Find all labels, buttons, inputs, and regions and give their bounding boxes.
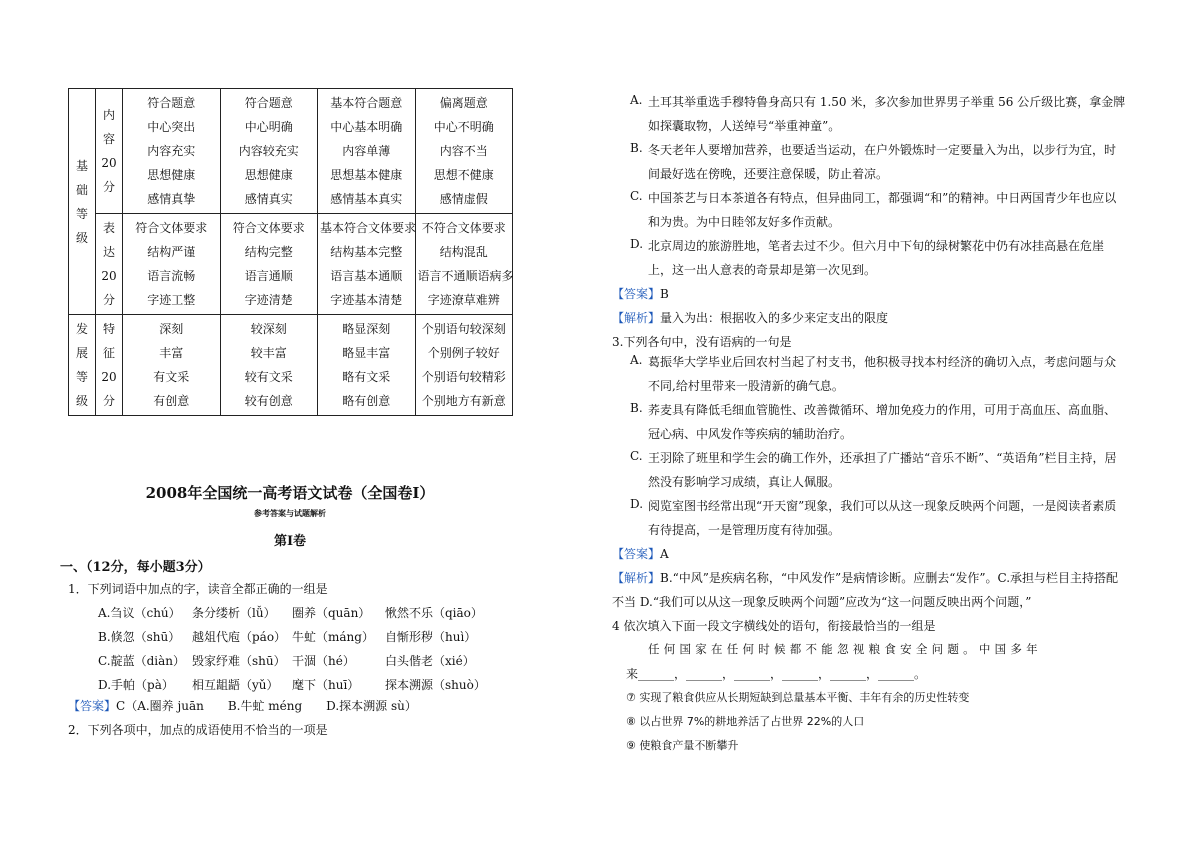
cell-line: 基本符合题意 [330,96,403,110]
cell-line: 有文采 [153,370,190,384]
option-letter: B. [630,141,643,155]
cell-line: 略有创意 [342,394,391,408]
label-char: 基 [75,158,88,173]
grade-cell [318,315,416,416]
question-4-passage: 任 何 国 家 在 任 何 时 候 都 不 能 忽 视 粮 食 安 全 问 题 。 中 国 多 年 [648,642,1038,656]
question-2: 2．下列各项中，加点的成语使用不恰当的一项是 [68,723,328,737]
option-text-cont: 冠心病、中风发作等疾病的辅助治疗。 [648,427,853,441]
grade-cell [220,89,318,214]
grade-cell [123,214,221,315]
cell-line: 内容单薄 [342,144,391,158]
cell-line: 思想不健康 [433,168,494,182]
cell-line: 字迹基本清楚 [330,293,403,307]
cell-line: 较有创意 [244,394,293,408]
label-char: 等 [75,370,88,384]
answer-text: A [660,547,669,561]
label-char: 展 [75,346,88,360]
answer-text: B [660,287,669,301]
cell-line: 符合题意 [244,96,293,110]
option-text-cont: 间最好选在傍晚，还要注意保暖，防止着凉。 [648,167,889,181]
cell-line: 符合文体要求 [232,221,305,235]
label-char: 础 [75,182,88,197]
cell-line: 略有文采 [342,370,391,384]
cell-line: 深刻 [159,322,184,336]
paper-title: 2008年全国统一高考语文试卷（全国卷I） [145,484,435,502]
grade-cell [415,214,513,315]
option-letter: A. [630,353,643,367]
option-text: 土耳其举重选手穆特鲁身高只有 1.50 米，多次参加世界男子举重 56 公斤级比赛，拿金牌 [648,95,1126,109]
cell-line: 内容不当 [439,144,488,158]
grade-cell [415,315,513,416]
option-letter: C. [630,449,643,463]
option-item: 圈养（quān） [292,606,371,620]
option-item: B.倏忽（shū） [98,630,181,644]
grade-cell [123,89,221,214]
option-letter: A. [630,93,643,107]
cell-line: 字迹潦草难辨 [427,293,500,307]
cell-line: 感情虚假 [439,192,488,206]
label-char: 征 [102,346,115,360]
cell-line: 个别语句较精彩 [421,370,506,384]
question-2-explanation [612,309,888,326]
option-text: 北京周边的旅游胜地，笔者去过不少。但六月中下旬的绿树繁花中仍有冰挂高悬在危崖 [648,239,1105,253]
basic-level-label [69,89,96,315]
criterion-label [96,89,123,214]
answer-tag: 【答案】 [612,287,661,301]
cell-line: 较有文采 [244,370,293,384]
cell-line: 中心突出 [147,120,196,134]
option-text: 葛振华大学毕业后回农村当起了村支书，他积极寻找本村经济的确切入点，考虑问题与众 [648,355,1117,369]
answer-tag: 【答案】 [68,699,117,713]
label-char: 特 [102,322,115,336]
cell-line: 个别地方有新意 [421,394,506,408]
numbered-item: ⑧ 以占世界 7%的耕地养活了占世界 22%的人口 [626,715,865,728]
option-text-cont: 然没有影响学习成绩，真让人佩服。 [648,475,841,489]
grade-row [69,89,513,214]
label-char: 达 [102,245,115,259]
option-letter: C. [630,189,643,203]
explanation-tag: 【解析】 [612,311,661,325]
label-char: 20 [101,156,117,170]
cell-line: 中心明确 [244,120,293,134]
cell-line: 较深刻 [250,322,287,336]
option-text: 中国茶艺与日本茶道各有特点，但异曲同工，都强调“和”的精神。中日两国青少年也应以 [648,191,1117,205]
option-item: 干涸（hé） [292,654,355,668]
question-1-answer [68,697,417,714]
cell-line: 语言通顺 [244,269,293,283]
option-text-cont: 如探囊取物，人送绰号“举重神童”。 [648,119,841,133]
cell-line: 结构基本完整 [330,245,403,259]
label-char: 等 [75,206,88,221]
cell-line: 字迹工整 [147,293,196,307]
explanation-text: 量入为出：根据收入的多少来定支出的限度 [660,311,889,325]
cell-line: 内容充实 [147,144,196,158]
cell-line: 中心不明确 [433,120,494,134]
cell-line: 基本符合文体要求 [320,221,417,235]
option-item: 麾下（huī） [292,678,360,692]
explanation-text: B.“中风”是疾病名称，“中风发作”是病情诊断。应删去“发作”。C.承担与栏目主持搭配 [660,571,1119,585]
grade-cell [318,89,416,214]
answer-tag: 【答案】 [612,547,661,561]
question-4-blanks: 来______，______，______，______，______，______。 [626,667,927,681]
label-char: 级 [75,230,88,245]
cell-line: 不符合文体要求 [421,221,506,235]
label-char: 分 [102,394,115,408]
cell-line: 结构严谨 [147,245,196,259]
option-letter: D. [630,237,644,251]
label-char: 级 [75,394,88,408]
question-3: 3.下列各句中，没有语病的一句是 [612,335,792,349]
cell-line: 内容较充实 [238,144,299,158]
grade-cell [220,214,318,315]
numbered-item: ⑦ 实现了粮食供应从长期短缺到总量基本平衡、丰年有余的历史性转变 [626,691,970,704]
label-char: 表 [102,221,115,235]
cell-line: 思想健康 [147,168,196,182]
grade-row [69,315,513,416]
development-level-label [69,315,96,416]
question-3-answer [612,545,669,562]
option-text-cont: 和为贵。为中日睦邻友好多作贡献。 [648,215,841,229]
criterion-label [96,214,123,315]
option-item: 条分缕析（lǚ） [192,606,276,620]
cell-line: 略显深刻 [342,322,391,336]
option-text: 王羽除了班里和学生会的确工作外，还承担了广播站“音乐不断”、“英语角”栏目主持，居 [648,451,1117,465]
cell-line: 个别语句较深刻 [421,322,506,336]
label-char: 容 [102,132,115,146]
grade-row [69,214,513,315]
option-item: 愀然不乐（qiāo） [385,606,483,620]
question-3-explanation [612,569,1118,586]
option-item: 白头偕老（xié） [385,654,475,668]
label-char: 20 [101,269,117,283]
option-item: 牛虻（máng） [292,630,374,644]
option-text: 冬天老年人要增加营养，也要适当运动，在户外锻炼时一定要量入为出，以步行为宜，时 [648,143,1117,157]
cell-line: 较丰富 [250,346,287,360]
cell-line: 字迹清楚 [244,293,293,307]
grade-cell [123,315,221,416]
label-char: 内 [102,108,115,122]
option-item: 毁家纾难（shū） [192,654,286,668]
cell-line: 符合文体要求 [135,221,208,235]
cell-line: 符合题意 [147,96,196,110]
label-char: 20 [101,370,117,384]
option-item: 越俎代庖（páo） [192,630,287,644]
option-item: 相互龃龉（yǔ） [192,678,279,692]
label-char: 发 [75,322,88,336]
grade-cell [415,89,513,214]
option-item: 探本溯源（shuò） [385,678,486,692]
cell-line: 感情真挚 [147,192,196,206]
option-text: 阅览室图书经常出现“开天窗”现象，我们可以从这一现象反映两个问题，一是阅读者素质 [648,499,1117,513]
option-item: C.靛蓝（diàn） [98,654,185,668]
option-text-cont: 不同,给村里带来一股清新的确气息。 [648,379,844,393]
option-text-cont: 有待提高，一是管理历度有待加强。 [648,523,841,537]
question-1: 1．下列词语中加点的字，读音全都正确的一组是 [68,582,328,596]
cell-line: 略显丰富 [342,346,391,360]
cell-line: 结构混乱 [439,245,488,259]
grade-cell [318,214,416,315]
option-item: 自惭形秽（huì） [385,630,477,644]
cell-line: 语言流畅 [147,269,196,283]
explanation-tag: 【解析】 [612,571,661,585]
numbered-item: ⑨ 使粮食产量不断攀升 [626,739,739,752]
label-char: 分 [102,180,115,194]
cell-line: 结构完整 [244,245,293,259]
option-text-cont: 上，这一出人意表的奇景却是第一次见到。 [648,263,877,277]
cell-line: 思想健康 [244,168,293,182]
option-item: A.刍议（chú） [98,606,181,620]
cell-line: 偏离题意 [439,96,488,110]
option-text: 荞麦具有降低毛细血管脆性、改善微循环、增加免疫力的作用，可用于高血压、高血脂、 [648,403,1117,417]
criterion-label [96,315,123,416]
cell-line: 语言不通顺语病多 [417,269,514,283]
part-heading: 第I卷 [273,534,307,549]
cell-line: 感情基本真实 [330,192,403,206]
answer-text: C（A.圈养 juān B.牛虻 méng D.探本溯源 sù） [116,699,417,713]
cell-line: 语言基本通顺 [330,269,403,283]
question-2-answer [612,285,669,302]
option-item: D.手帕（pà） [98,678,174,692]
cell-line: 有创意 [153,394,190,408]
section-heading: 一、（12分，每小题3分） [60,560,211,575]
cell-line: 思想基本健康 [330,168,403,182]
question-4: 4 依次填入下面一段文字横线处的语句，衔接最恰当的一组是 [612,619,936,633]
cell-line: 中心基本明确 [330,120,403,134]
option-letter: D. [630,497,644,511]
cell-line: 感情真实 [244,192,293,206]
grade-cell [220,315,318,416]
option-letter: B. [630,401,643,415]
label-char: 分 [102,293,115,307]
cell-line: 丰富 [159,346,184,360]
question-3-explanation-cont: 不当 D.“我们可以从这一现象反映两个问题”应改为“这一问题反映出两个问题，” [612,595,1032,609]
grade-table [68,88,513,416]
paper-subtitle: 参考答案与试题解析 [254,508,326,518]
cell-line: 个别例子较好 [427,346,500,360]
